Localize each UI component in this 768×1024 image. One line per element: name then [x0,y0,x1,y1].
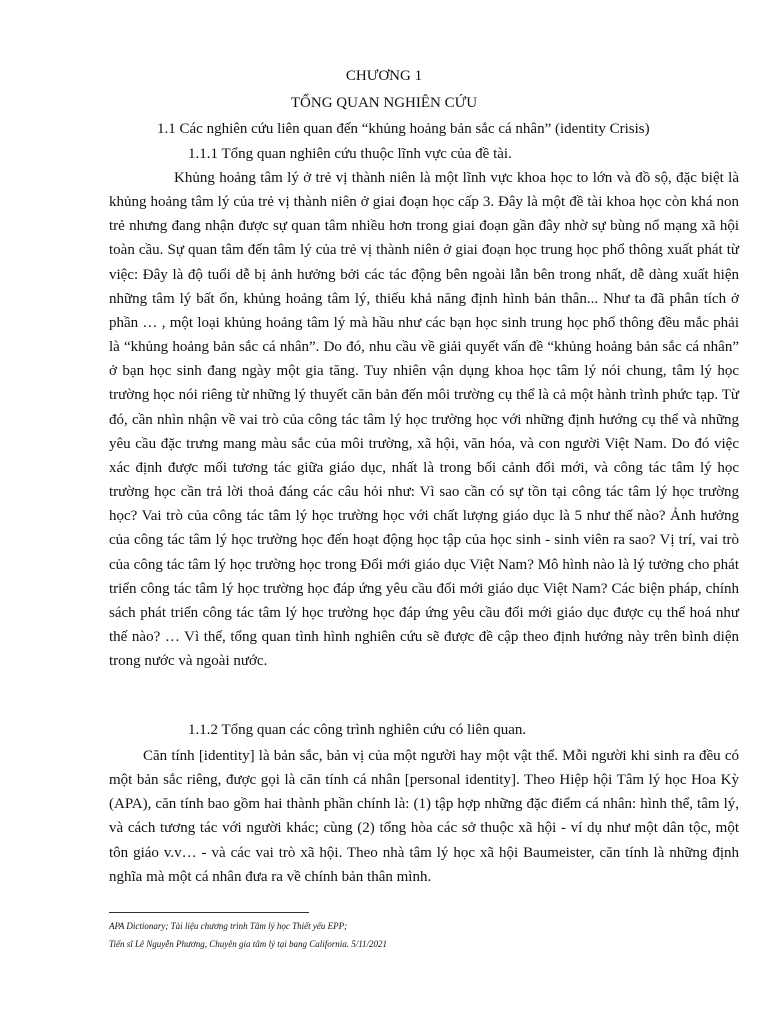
section-heading-1-1-1: 1.1.1 Tổng quan nghiên cứu thuộc lĩnh vực của đề tài. [188,146,512,162]
body-paragraph-2: Căn tính [identity] là bản sắc, bản vị của một người hay một vật thể. Mỗi người khi sinh ra đều có một bản sắc riêng, được gọi là căn tính cá nhân [personal identity]. Theo Hiệp hội Tâm lý học Hoa Kỳ (APA), căn tính bao gồm hai thành phần chính là: (1) tập hợp những đặc điểm cá nhân: hình thể, tâm lý, và cách tương tác với người khác; cùng (2) tổng hòa các sở thuộc xã hội - ví dụ như một dân tộc, một tôn giáo v.v… - và các vai trò xã hội. Theo nhà tâm lý học xã hội Baumeister, căn tính là những định nghĩa mà một cá nhân đưa ra về chính bản thân mình. [109,748,739,885]
section-heading-1-1-2: 1.1.2 Tổng quan các công trình nghiên cứu có liên quan. [188,722,527,738]
chapter-heading: CHƯƠNG 1 [345,68,423,84]
footnote-2: Tiến sĩ Lê Nguyễn Phương, Chuyên gia tâm lý tại bang California. 5/11/2021 [109,939,388,949]
footnote-1: APA Dictionary; Tài liệu chương trình Tâm lý học Thiết yếu EPP; [109,921,348,931]
section-heading-1-1: 1.1 Các nghiên cứu liên quan đến “khủng hoảng bản sắc cá nhân” (identity Crisis) [157,121,650,137]
footnote-divider [109,912,309,913]
body-paragraph-1: Khủng hoảng tâm lý ở trẻ vị thành niên là một lĩnh vực khoa học to lớn và đồ sộ, đặc biệt là khủng hoảng tâm lý của trẻ vị thành niên ở giai đoạn học cấp 3. Đây là một đề tài khoa học còn khá non trẻ nhưng đang nhận được sự quan tâm nhiều hơn trong giai đoạn gần đây nhờ sự bùng nổ mạng xã hội toàn cầu. Sự quan tâm đến tâm lý của trẻ vị thành niên ở giai đoạn học trung học phổ thông xuất phát từ việc: Đây là độ tuổi dễ bị ảnh hưởng bởi các tác động bên ngoài lẫn bên trong nhất, dễ dàng xuất hiện những tâm lý bất ổn, khủng hoảng tâm lý, thiếu khả năng định hình bản thân... Như ta đã phân tích ở phần … , một loại khủng hoảng tâm lý mà hầu như các bạn học sinh trung học phổ thông đều mắc phải là “khủng hoảng bản sắc cá nhân”. Do đó, nhu cầu về giải quyết vấn đề “khủng hoảng bản sắc cá nhân” ở bạn học sinh đang ngày một gia tăng. Tuy nhiên vận dụng khoa học tâm lý nói chung, tâm lý học trường học nói riêng từ những lý thuyết căn bản đến môi trường cụ thể là cả một hành trình phức tạp. Từ đó, cần nhìn nhận về vai trò của công tác tâm lý học trường học với những định hướng cụ thể và những yêu cầu đặc trưng mang màu sắc của môi trường, xã hội, văn hóa, và con người Việt Nam. Do đó việc xác định được mối tương tác giữa giáo dục, nhất là trong bối cảnh đổi mới, và công tác tâm lý học trường học cần trả lời thoả đáng các câu hỏi như: Vì sao cần có sự tồn tại công tác tâm lý học trường học? Vai trò của công tác tâm lý học trường học với chất lượng giáo dục là 5 như thế nào? Ảnh hưởng của công tác tâm lý học trường học đến hoạt động học tập của học sinh - sinh viên ra sao? Vị trí, vai trò của công tác tâm lý học trường học trong Đổi mới giáo dục Việt Nam? Mô hình nào là lý tưởng cho phát triển công tác tâm lý học trường học đáp ứng yêu cầu đổi mới giáo dục Việt Nam? Các biện pháp, chính sách phát triển công tác tâm lý học trường học đáp ứng yêu cầu đổi mới giáo dục được cụ thể hoá như thế nào? … Vì thế, tổng quan tình hình nghiên cứu sẽ được đề cập theo định hướng này trên bình diện trong nước và ngoài nước. [109,170,739,670]
chapter-title: TỔNG QUAN NGHIÊN CỨU [290,95,478,111]
